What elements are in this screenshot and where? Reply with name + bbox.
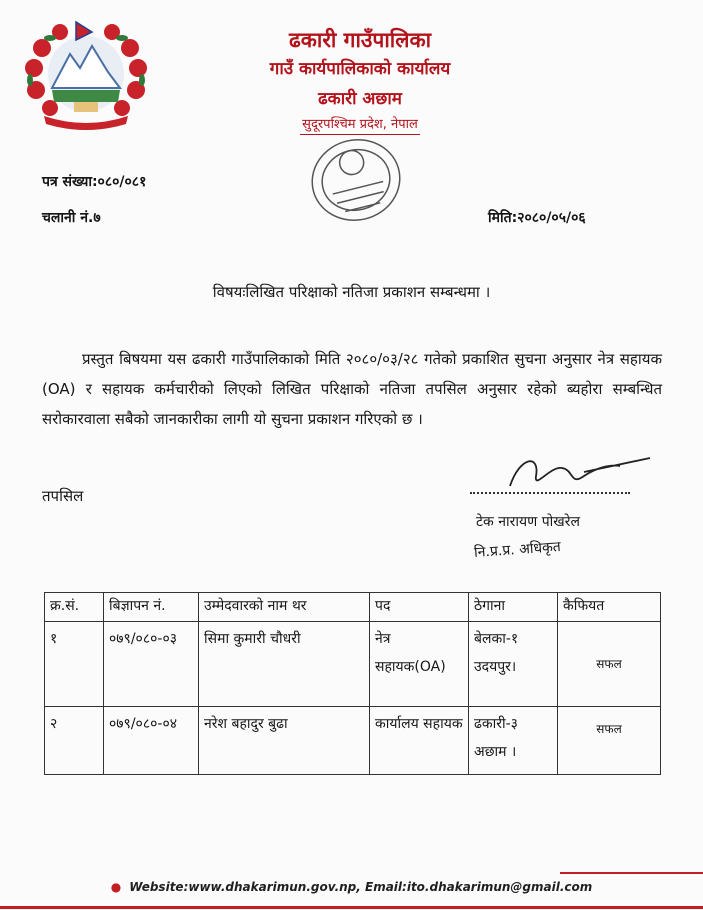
footer-contact-text: Website:www.dhakarimun.gov.np, Email:ito.dhakarimun@gmail.com [129, 880, 593, 894]
cell-serial: २ [45, 707, 104, 775]
cell-ad-number: ०७९/०८०-०३ [104, 622, 199, 707]
signer-name: टेक नारायण पोखरेल [476, 514, 580, 530]
footer-accent-line [560, 872, 703, 874]
office-location: ढकारी अछाम [318, 89, 402, 109]
column-header-candidate-name: उम्मेदवारको नाम थर [199, 593, 370, 622]
table-header-row [45, 593, 661, 622]
table-row [45, 622, 661, 707]
reference-number: पत्र संख्या:०८०/०८१ [42, 174, 147, 190]
province-name [150, 114, 570, 132]
letter-body: प्रस्तुत बिषयमा यस ढकारी गाउँपालिकाको मिति २०८०/०३/२८ गतेको प्रकाशित सुचना अनुसार नेत्र सहायक (OA) र सहायक कर्मचारीको लिएको लिखित परिक्षाको नतिजा तपसिल अनुसार रहेको ब्यहोरा सम्बन्धित सरोकारवाला सबैको जानकारीका लागी यो सुचना प्रकाशन गरिएको छ । [42, 350, 662, 428]
letter-date: मिति:२०८०/०५/०६ [488, 210, 586, 226]
municipality-name: ढकारी गाउँपालिका [288, 28, 432, 52]
cell-post: नेत्र सहायक(OA) [370, 622, 469, 707]
letter-subject: विषयःलिखित परिक्षाको नतिजा प्रकाशन सम्बन्धमा । [212, 283, 491, 301]
column-header-remarks: कैफियत [558, 593, 661, 622]
column-header-serial: क्र.सं. [45, 593, 104, 622]
footer-divider [0, 906, 703, 909]
cell-ad-number: ०७९/०८०-०४ [104, 707, 199, 775]
cell-post: कार्यालय सहायक [370, 707, 469, 775]
signer-title: नि.प्र.प्र. अधिकृत [473, 538, 562, 562]
cell-remarks: सफल [558, 707, 661, 775]
details-label: तपसिल [42, 487, 84, 505]
cell-remarks: सफल [558, 622, 661, 707]
column-header-ad-number: बिज्ञापन नं. [104, 593, 199, 622]
dispatch-number: चलानी नं.७ [42, 210, 101, 226]
signature-line [470, 488, 630, 494]
nepal-emblem-logo [22, 18, 150, 130]
office-stamp [306, 132, 406, 228]
column-header-post: पद [370, 593, 469, 622]
office-name: गाउँ कार्यपालिकाको कार्यालय [269, 59, 451, 79]
cell-candidate-name: नरेश बहादुर बुढा [199, 707, 370, 775]
footer-contact [0, 880, 703, 894]
cell-candidate-name: सिमा कुमारी चौधरी [199, 622, 370, 707]
column-header-address: ठेगाना [469, 593, 558, 622]
cell-serial: १ [45, 622, 104, 707]
cell-address: ढकारी-३ अछाम । [469, 707, 558, 775]
table-row [45, 707, 661, 775]
bullet-icon: ● [110, 880, 122, 894]
cell-address: बेलका-१ उदयपुर। [469, 622, 558, 707]
results-table [44, 592, 661, 775]
province-name-text: सुदूरपश्चिम प्रदेश, नेपाल [300, 117, 420, 135]
